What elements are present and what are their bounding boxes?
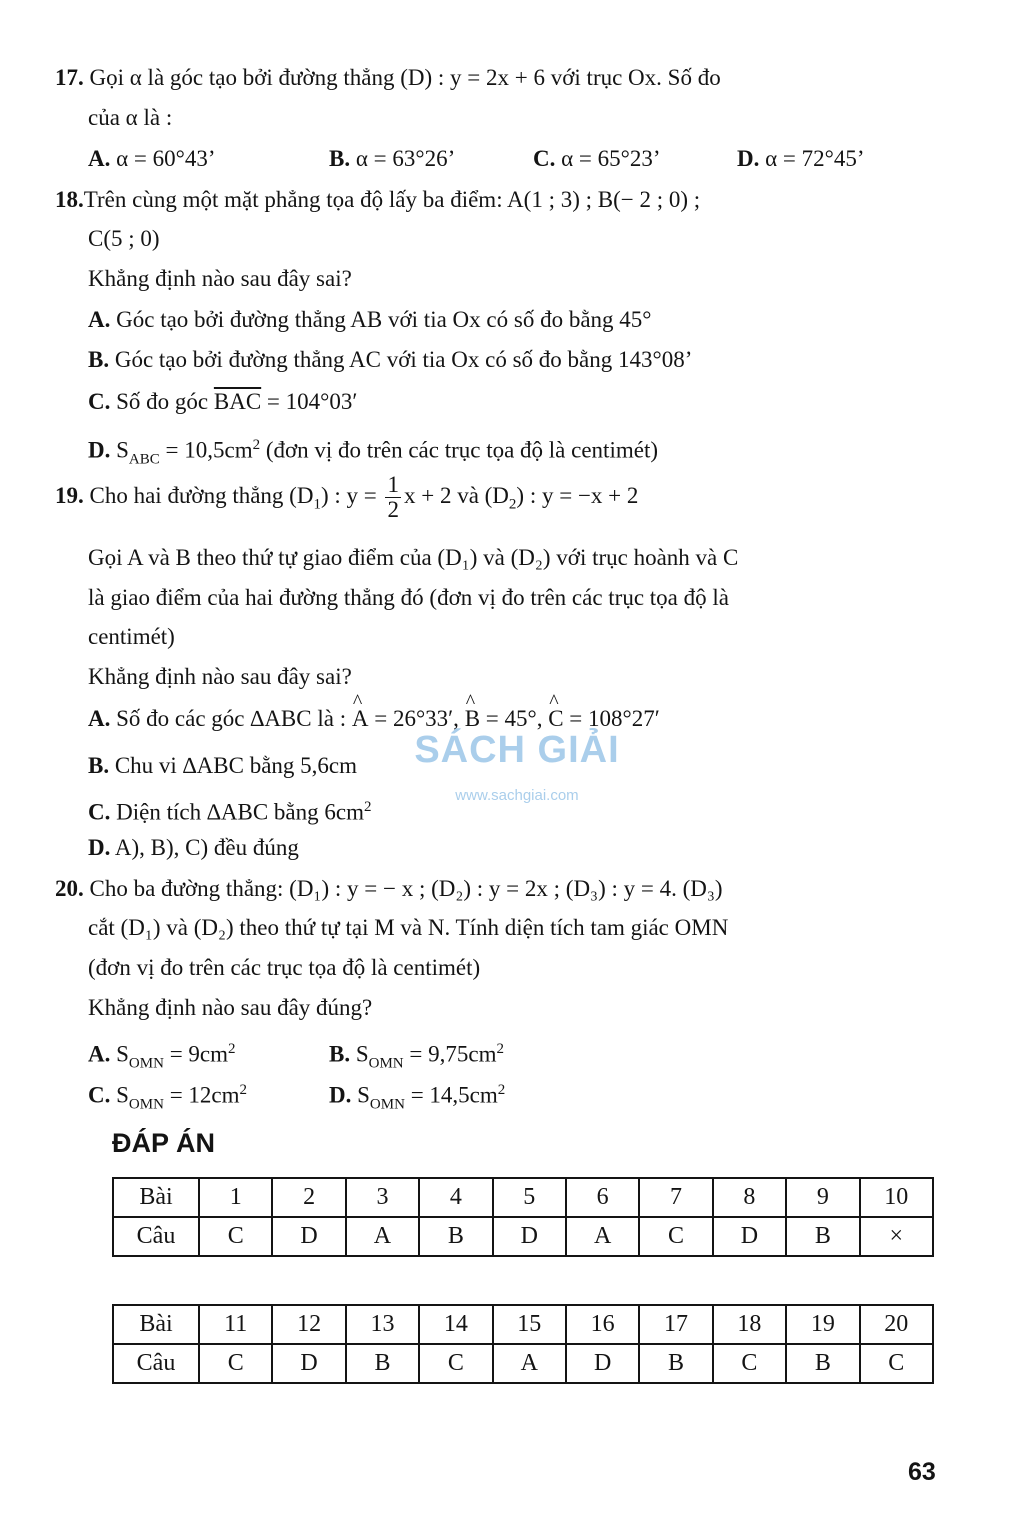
- row-label: Bài: [113, 1305, 199, 1344]
- cell-cau: D: [493, 1217, 566, 1256]
- q20-line2: cắt (D₁) và (D₂) theo thứ tự tại M và N. Tính diện tích tam giác OMN: [88, 915, 729, 940]
- cell-cau: ×: [860, 1217, 933, 1256]
- q20-option-d: D. $S_{OMN} = 14,5cm^2$: [329, 1082, 506, 1113]
- cell-bai: 5: [493, 1178, 566, 1217]
- cell-bai: 13: [346, 1305, 419, 1344]
- q19-option-b: B. Chu vi ∆ABC bằng 5,6cm: [88, 753, 357, 778]
- cell-cau: C: [713, 1344, 786, 1383]
- q20-number: 20.: [55, 876, 84, 901]
- q19-line1: 19. Cho hai đường thẳng $(D_1)$ : y = $\frac{1}{2}$ x + 2 và $(D_2)$ : y = −x + 2: [55, 472, 639, 523]
- answer-table-1: [112, 1177, 934, 1257]
- q19-ask: Khẳng định nào sau đây sai?: [88, 664, 352, 689]
- q20-option-a: A. $S_{OMN} = 9cm^2$: [88, 1041, 236, 1072]
- cell-cau: B: [419, 1217, 492, 1256]
- q17-line2: của α là :: [88, 105, 173, 130]
- q17-option-b: B. α = 63°26’: [329, 146, 456, 171]
- cell-bai: 9: [786, 1178, 859, 1217]
- answer-table-2: [112, 1304, 934, 1384]
- cell-cau: B: [786, 1217, 859, 1256]
- cell-cau: D: [713, 1217, 786, 1256]
- cell-cau: A: [493, 1344, 566, 1383]
- q18-option-b: B. Góc tạo bởi đường thẳng AC với tia Ox có số đo bằng 143°08’: [88, 347, 693, 372]
- q17-option-a: A. α = 60°43’: [88, 146, 216, 171]
- q18-line2: C(5 ; 0): [88, 226, 160, 251]
- page-number: 63: [908, 1458, 936, 1486]
- watermark-logo: SÁCH GIẢI: [414, 729, 620, 771]
- row-label: Câu: [113, 1217, 199, 1256]
- cell-cau: C: [419, 1344, 492, 1383]
- q18-ask: Khẳng định nào sau đây sai?: [88, 266, 352, 291]
- cell-bai: 3: [346, 1178, 419, 1217]
- cell-bai: 18: [713, 1305, 786, 1344]
- q20-line3: (đơn vị đo trên các trục tọa độ là centimét): [88, 955, 481, 980]
- cell-bai: 7: [639, 1178, 712, 1217]
- row-label: Câu: [113, 1344, 199, 1383]
- row-label: Bài: [113, 1178, 199, 1217]
- q17-number: 17.: [55, 65, 84, 90]
- q17-option-c: C. α = 65°23’: [533, 146, 661, 171]
- cell-bai: 10: [860, 1178, 933, 1217]
- cell-bai: 15: [493, 1305, 566, 1344]
- cell-bai: 20: [860, 1305, 933, 1344]
- cell-cau: B: [639, 1344, 712, 1383]
- angle-bac: $\overline{BAC}$: [213, 389, 262, 414]
- q18-line1: [55, 185, 700, 215]
- fraction-one-half: $\frac{1}{2}$: [387, 472, 399, 523]
- cell-bai: 6: [566, 1178, 639, 1217]
- q19-line4: centimét): [88, 624, 175, 649]
- q18-option-a: A. Góc tạo bởi đường thẳng AB với tia Ox có số đo bằng 45°: [88, 307, 652, 332]
- q19-option-c: C. Diện tích ∆ABC bằng $6cm^2$: [88, 799, 372, 825]
- cell-cau: B: [346, 1344, 419, 1383]
- cell-cau: D: [566, 1344, 639, 1383]
- q18-option-d: D. $S_{ABC} = 10,5cm^2$ (đơn vị đo trên các trục tọa độ là centimét): [88, 437, 658, 468]
- cell-cau: D: [272, 1217, 345, 1256]
- cell-cau: C: [199, 1344, 272, 1383]
- q18-text: Trên cùng một mặt phẳng tọa độ lấy ba điểm: A(1 ; 3) ; B(− 2 ; 0) ;: [83, 187, 701, 212]
- q18-option-c: C. Số đo góc $\overline{BAC} = 104^\circ 03'$: [88, 389, 358, 414]
- cell-cau: B: [786, 1344, 859, 1383]
- q18-number: 18.: [55, 187, 84, 212]
- cell-bai: 8: [713, 1178, 786, 1217]
- cell-bai: 17: [639, 1305, 712, 1344]
- q19-number: 19.: [55, 483, 84, 508]
- cell-cau: D: [272, 1344, 345, 1383]
- cell-cau: A: [566, 1217, 639, 1256]
- q20-option-c: C. $S_{OMN} = 12cm^2$: [88, 1082, 248, 1113]
- table-row-cau: [113, 1217, 933, 1256]
- table-row-bai: [113, 1305, 933, 1344]
- watermark: [412, 720, 622, 820]
- cell-bai: 2: [272, 1178, 345, 1217]
- cell-bai: 19: [786, 1305, 859, 1344]
- q20-ask: Khẳng định nào sau đây đúng?: [88, 995, 373, 1020]
- watermark-url: www.sachgiai.com: [455, 787, 579, 804]
- table-row-bai: [113, 1178, 933, 1217]
- table-row-cau: [113, 1344, 933, 1383]
- cell-bai: 4: [419, 1178, 492, 1217]
- cell-bai: 16: [566, 1305, 639, 1344]
- q20-option-b: B. $S_{OMN} = 9,75cm^2$: [329, 1041, 504, 1072]
- cell-bai: 12: [272, 1305, 345, 1344]
- q17-text: Gọi α là góc tạo bởi đường thẳng (D) : y = 2x + 6 với trục Ox. Số đo: [83, 65, 721, 90]
- cell-cau: C: [639, 1217, 712, 1256]
- q19-line3: là giao điểm của hai đường thẳng đó (đơn vị đo trên các trục tọa độ là: [88, 585, 729, 610]
- q17-line1: [55, 63, 721, 93]
- answer-title: ĐÁP ÁN: [112, 1128, 216, 1158]
- q20-line1: 20. Cho ba đường thẳng: (D₁) : y = − x ; (D₂) : y = 2x ; (D₃) : y = 4. (D₃): [55, 876, 723, 901]
- q19-line2: Gọi A và B theo thứ tự giao điểm của (D₁) và (D₂) với trục hoành và C: [88, 545, 739, 570]
- cell-cau: C: [199, 1217, 272, 1256]
- cell-bai: 1: [199, 1178, 272, 1217]
- q19-option-d: D. A), B), C) đều đúng: [88, 835, 299, 860]
- cell-cau: A: [346, 1217, 419, 1256]
- q19-option-a: A. Số đo các góc ∆ABC là : ^ A = 26°33′, ^ B = 45°, ^ C = 108°27′: [88, 704, 660, 734]
- cell-cau: C: [860, 1344, 933, 1383]
- cell-bai: 14: [419, 1305, 492, 1344]
- cell-bai: 11: [199, 1305, 272, 1344]
- q17-option-d: D. α = 72°45’: [737, 146, 865, 171]
